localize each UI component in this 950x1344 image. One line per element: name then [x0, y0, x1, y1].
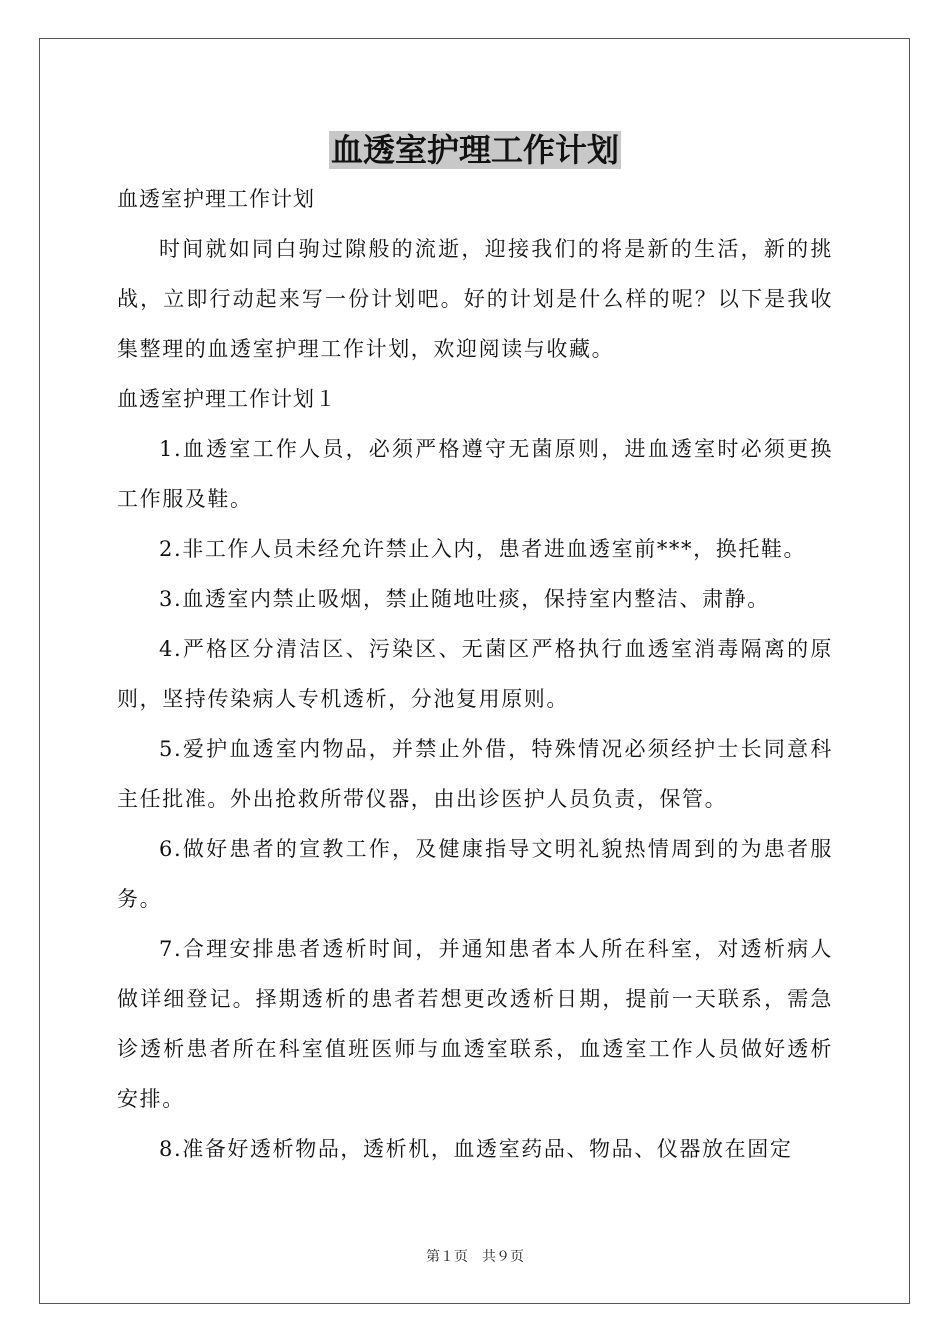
intro-paragraph: 时间就如同白驹过隙般的流逝，迎接我们的将是新的生活，新的挑战，立即行动起来写一份计划吧。好的计划是什么样的呢？以下是我收集整理的血透室护理工作计划，欢迎阅读与收藏。 [117, 237, 833, 361]
list-item: 7.合理安排患者透析时间，并通知患者本人所在科室，对透析病人做详细登记。择期透析的患者若想更改透析日期，提前一天联系，需急诊透析患者所在科室值班医师与血透室联系，血透室工作人员做好透析安排。 [117, 937, 833, 1111]
section-heading: 血透室护理工作计划１ [117, 387, 337, 411]
list-item: 4.严格区分清洁区、污染区、无菌区严格执行血透室消毒隔离的原则，坚持传染病人专机透析，分池复用原则。 [117, 637, 833, 711]
document-title-text: 血透室护理工作计划 [330, 131, 619, 169]
list-item: 3.血透室内禁止吸烟，禁止随地吐痰，保持室内整洁、肃静。 [159, 587, 770, 611]
list-item: 6.做好患者的宣教工作，及健康指导文明礼貌热情周到的为患者服务。 [117, 837, 833, 911]
document-title [117, 126, 833, 174]
document-body [117, 126, 833, 1174]
list-item: 8.准备好透析物品，透析机，血透室药品、物品、仪器放在固定 [159, 1137, 793, 1161]
document-subtitle: 血透室护理工作计划 [117, 187, 315, 211]
page-number-footer: 第１页 共９页 [426, 1249, 524, 1265]
list-item: 1.血透室工作人员，必须严格遵守无菌原则，进血透室时必须更换工作服及鞋。 [117, 437, 833, 511]
list-item: 2.非工作人员未经允许禁止入内，患者进血透室前***，换托鞋。 [159, 537, 807, 561]
list-item: 5.爱护血透室内物品，并禁止外借，特殊情况必须经护士长同意科主任批准。外出抢救所带仪器，由出诊医护人员负责，保管。 [117, 737, 833, 811]
